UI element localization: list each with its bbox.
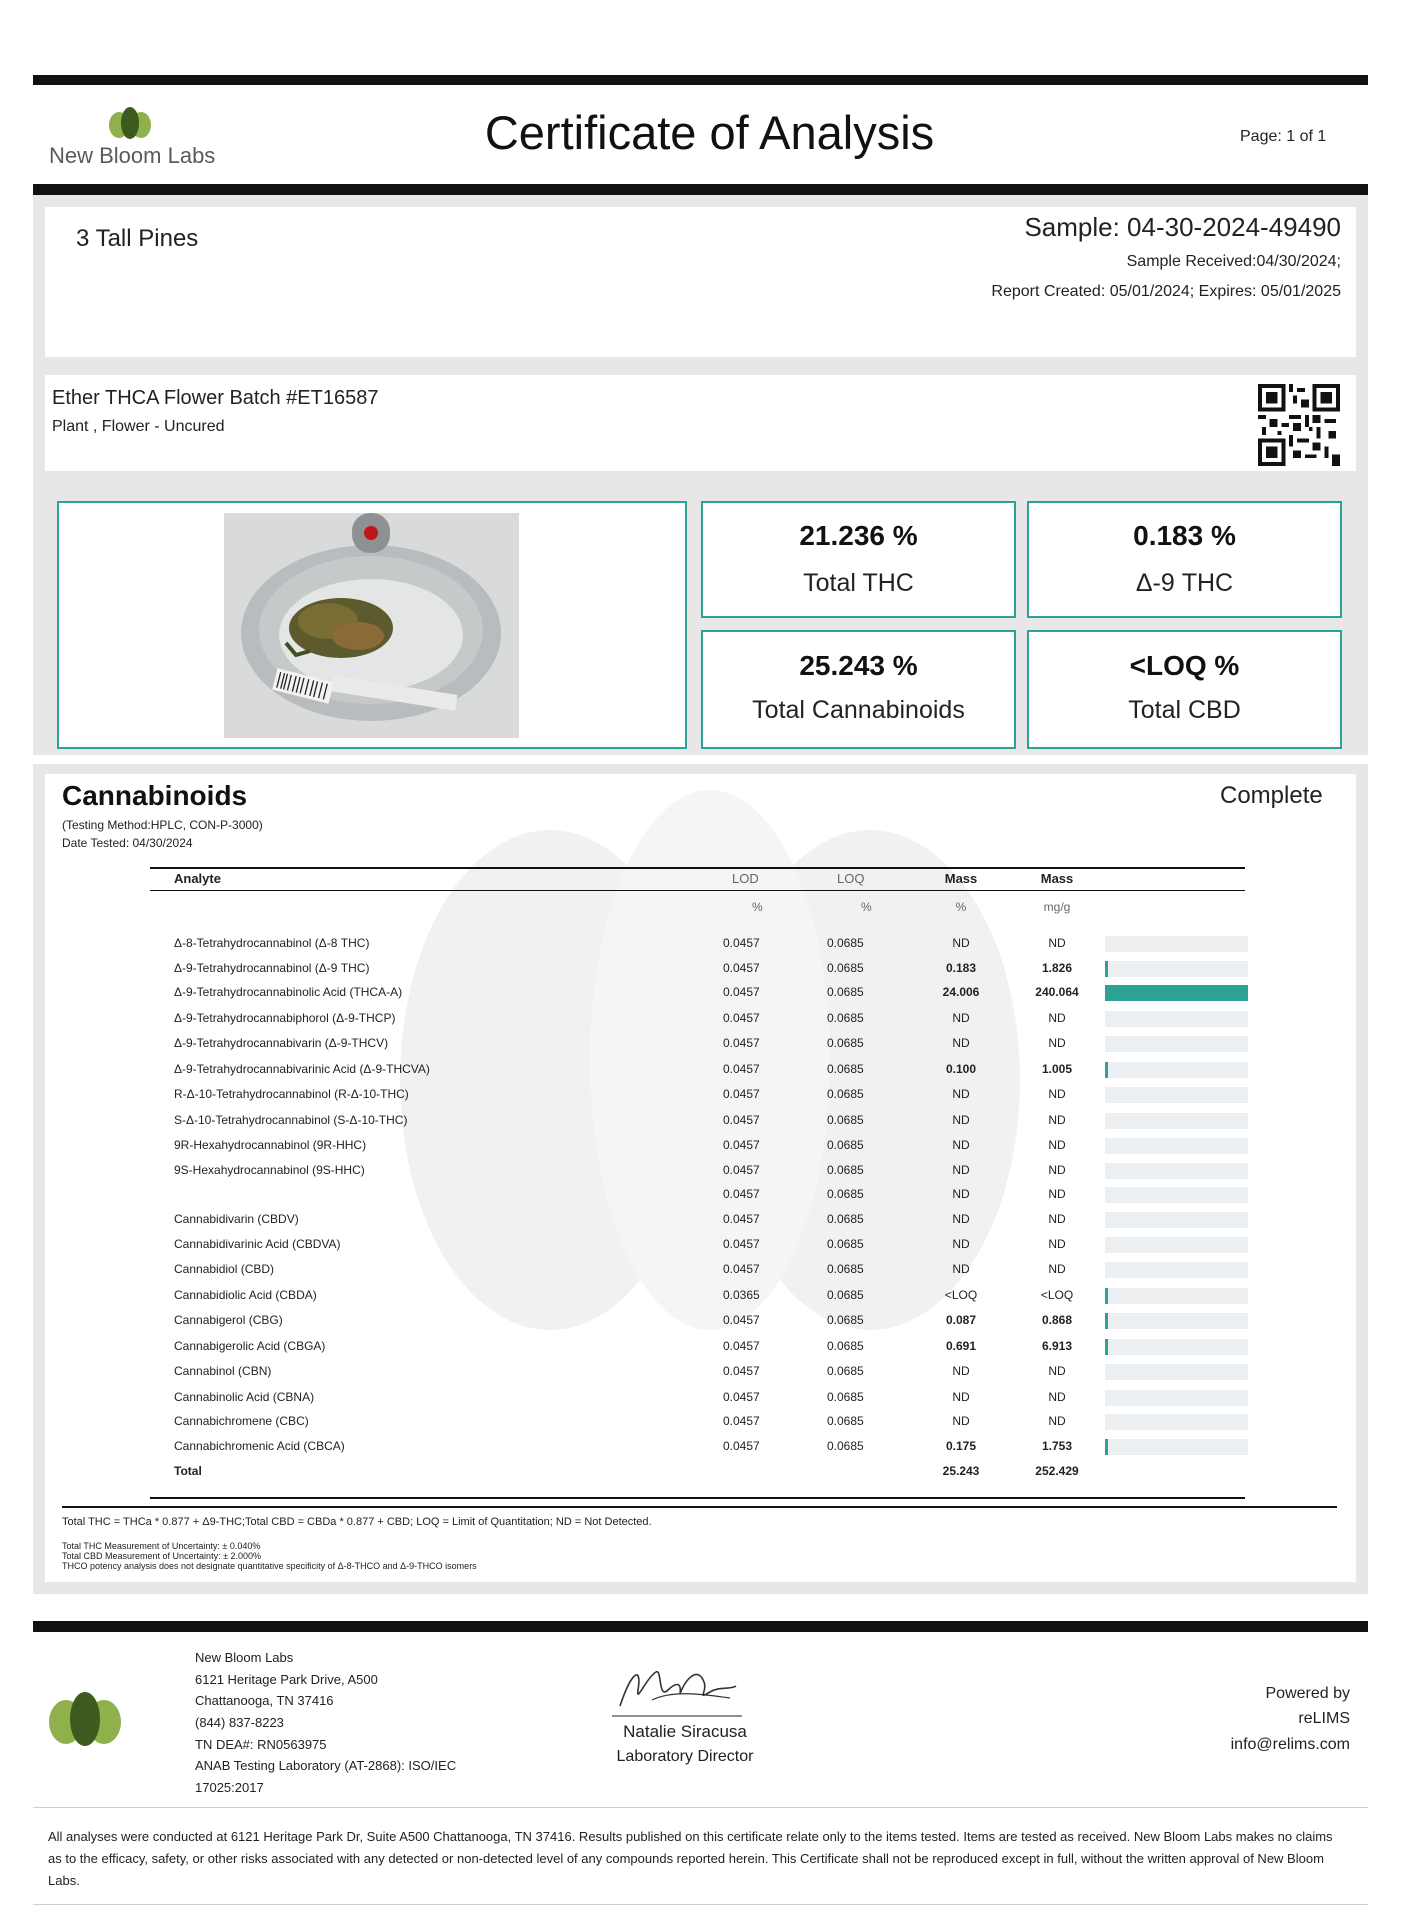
total-cannabinoids-value: 25.243 % — [799, 650, 918, 681]
table-row — [150, 1208, 1245, 1232]
footer-leaf-logo-icon — [46, 1690, 124, 1748]
analyte-name: Cannabichromenic Acid (CBCA) — [174, 1439, 345, 1453]
loq-value: 0.0685 — [827, 1439, 864, 1453]
section-status: Complete — [1220, 782, 1323, 809]
bar-track — [1105, 1163, 1248, 1179]
mass-mg-value: ND — [1048, 1138, 1066, 1152]
loq-value: 0.0685 — [827, 1062, 864, 1076]
unit-mass-pct: % — [955, 900, 967, 914]
mass-pct-value: 0.691 — [945, 1339, 977, 1353]
bar-track — [1105, 1212, 1248, 1228]
mass-pct-value: ND — [952, 1036, 970, 1050]
mass-pct-value: 24.006 — [942, 985, 980, 999]
disclaimer-bottom-rule — [33, 1904, 1368, 1905]
col-lod: LOD — [732, 871, 759, 886]
col-analyte: Analyte — [174, 871, 221, 886]
total-cannabinoids-label: Total Cannabinoids — [752, 696, 965, 724]
mass-pct-value: 0.175 — [945, 1439, 977, 1453]
analyte-name: Cannabichromene (CBC) — [174, 1414, 309, 1428]
lab-name-logo: New Bloom Labs — [49, 143, 216, 168]
mass-mg-value: 1.005 — [1041, 1062, 1073, 1076]
mass-pct-value: ND — [952, 1262, 970, 1276]
total-mg: 252.429 — [1035, 1464, 1079, 1478]
disclaimer: All analyses were conducted at 6121 Heritage Park Dr, Suite A500 Chattanooga, TN 37416. Results published on this certificate relate only to the items tested. Items are tested as received. New Bloom Labs makes no claims as to the efficacy, safety, or other risks associated with any detected or non-detected level of any compounds reported herein. This Certificate shall not be reproduced except in full, without the written approval of New Bloom Labs. — [48, 1829, 1333, 1888]
notes-rule — [62, 1506, 1337, 1508]
analyte-name: Δ-9-Tetrahydrocannabinol (Δ-9 THC) — [174, 961, 370, 975]
total-cbd-label: Total CBD — [1128, 696, 1241, 724]
bar-fill — [1105, 1339, 1108, 1355]
analyte-name: R-Δ-10-Tetrahydrocannabinol (R-Δ-10-THC) — [174, 1087, 409, 1101]
powered-by-brand: reLIMS — [1298, 1710, 1350, 1727]
lod-value: 0.0457 — [723, 1439, 760, 1453]
bar-fill — [1105, 985, 1248, 1001]
table-row — [150, 1134, 1245, 1158]
table-row — [150, 957, 1245, 981]
mass-mg-value: ND — [1048, 1113, 1066, 1127]
mass-pct-value: ND — [952, 1138, 970, 1152]
mass-pct-value: <LOQ — [944, 1288, 978, 1302]
table-row — [150, 1083, 1245, 1107]
col-mass-pct: Mass — [944, 871, 978, 886]
table-row — [150, 1058, 1245, 1082]
bar-track — [1105, 1062, 1248, 1078]
analyte-name: Cannabinolic Acid (CBNA) — [174, 1390, 315, 1404]
table-top-rule — [150, 867, 1245, 869]
col-mass-mg: Mass — [1040, 871, 1074, 886]
report-dates: Report Created: 05/01/2024; Expires: 05/01/2025 — [991, 283, 1341, 300]
lod-value: 0.0365 — [723, 1288, 760, 1302]
total-thc-label: Total THC — [803, 569, 914, 597]
bar-track — [1105, 1087, 1248, 1103]
loq-value: 0.0685 — [827, 1036, 864, 1050]
delta9-thc-box — [1027, 501, 1342, 618]
loq-value: 0.0685 — [827, 961, 864, 975]
lod-value: 0.0457 — [723, 1364, 760, 1378]
lod-value: 0.0457 — [723, 1062, 760, 1076]
loq-value: 0.0685 — [827, 1414, 864, 1428]
total-label: Total — [174, 1464, 202, 1478]
analyte-name: Δ-9-Tetrahydrocannabinolic Acid (THCA-A) — [174, 985, 403, 999]
powered-by-email[interactable]: info@relims.com — [1230, 1736, 1350, 1753]
uncertainty-notes — [62, 1541, 477, 1571]
mass-pct-value: ND — [952, 1113, 970, 1127]
total-cbd-value: <LOQ % — [1129, 650, 1240, 681]
section-title: Cannabinoids — [62, 780, 248, 811]
loq-value: 0.0685 — [827, 1163, 864, 1177]
thc-uncertainty: Total THC Measurement of Uncertainty: ± 0.040% — [62, 1541, 261, 1551]
mass-pct-value: ND — [952, 1212, 970, 1226]
mass-pct-value: ND — [952, 1414, 970, 1428]
mass-mg-value: ND — [1048, 1390, 1066, 1404]
sample-id: Sample: 04-30-2024-49490 — [1024, 212, 1341, 242]
loq-value: 0.0685 — [827, 1011, 864, 1025]
footer-iso: 17025:2017 — [195, 1780, 264, 1795]
analyte-name: Δ-9-Tetrahydrocannabivarin (Δ-9-THCV) — [174, 1036, 389, 1050]
powered-by-label: Powered by — [1265, 1685, 1350, 1702]
footer-dea: TN DEA#: RN0563975 — [195, 1737, 327, 1752]
unit-mass-mg: mg/g — [1043, 900, 1071, 914]
lod-value: 0.0457 — [723, 985, 760, 999]
sample-photo — [224, 513, 519, 738]
loq-value: 0.0685 — [827, 1262, 864, 1276]
mass-pct-value: ND — [952, 1390, 970, 1404]
table-row — [150, 1007, 1245, 1031]
analyte-name: Δ-9-Tetrahydrocannabivarinic Acid (Δ-9-THCVA) — [174, 1062, 430, 1076]
sample-received: Sample Received:04/30/2024; — [1126, 253, 1341, 270]
thco-note: THCO potency analysis does not designate quantitative specificity of Δ-8-THCO and Δ-9-THCO isomers — [62, 1561, 477, 1571]
mass-mg-value: ND — [1048, 1364, 1066, 1378]
bar-track — [1105, 1187, 1248, 1203]
header-rule — [150, 890, 1245, 891]
table-row — [150, 981, 1245, 1005]
lod-value: 0.0457 — [723, 1313, 760, 1327]
signature — [612, 1660, 742, 1718]
analyte-name: 9R-Hexahydrocannabinol (9R-HHC) — [174, 1138, 367, 1152]
lod-value: 0.0457 — [723, 936, 760, 950]
total-thc-value: 21.236 % — [799, 520, 918, 551]
bar-track — [1105, 1036, 1248, 1052]
lod-value: 0.0457 — [723, 1339, 760, 1353]
footer-lab-name: New Bloom Labs — [195, 1650, 294, 1665]
mass-pct-value: 0.087 — [945, 1313, 977, 1327]
bar-track — [1105, 1439, 1248, 1455]
loq-value: 0.0685 — [827, 936, 864, 950]
product-panel — [33, 365, 1368, 483]
mass-pct-value: ND — [952, 1087, 970, 1101]
bar-track — [1105, 1339, 1248, 1355]
table-row — [150, 1032, 1245, 1056]
bar-track — [1105, 936, 1248, 952]
bar-fill — [1105, 1313, 1108, 1329]
table-row — [150, 932, 1245, 956]
lod-value: 0.0457 — [723, 1113, 760, 1127]
loq-value: 0.0685 — [827, 985, 864, 999]
loq-value: 0.0685 — [827, 1288, 864, 1302]
table-row — [150, 1309, 1245, 1333]
table-row — [150, 1360, 1245, 1384]
page-title: Certificate of Analysis — [484, 106, 935, 159]
analyte-name: Cannabidiolic Acid (CBDA) — [174, 1288, 317, 1302]
analyte-name: Cannabidivarinic Acid (CBDVA) — [174, 1237, 341, 1251]
mass-mg-value: 6.913 — [1041, 1339, 1073, 1353]
footer-anab: ANAB Testing Laboratory (AT-2868): ISO/IEC — [195, 1758, 457, 1773]
mass-mg-value: 1.753 — [1041, 1439, 1073, 1453]
lod-value: 0.0457 — [723, 1036, 760, 1050]
table-row — [150, 1284, 1245, 1308]
analyte-name: Cannabinol (CBN) — [174, 1364, 272, 1378]
total-cannabinoids-box — [701, 630, 1016, 749]
bar-track — [1105, 1237, 1248, 1253]
mass-pct-value: ND — [952, 1237, 970, 1251]
mass-pct-value: 0.100 — [945, 1062, 977, 1076]
lod-value: 0.0457 — [723, 1414, 760, 1428]
mass-pct-value: ND — [952, 1364, 970, 1378]
bar-fill — [1105, 1439, 1108, 1455]
loq-value: 0.0685 — [827, 1339, 864, 1353]
mass-mg-value: ND — [1048, 1163, 1066, 1177]
mass-pct-value: 0.183 — [945, 961, 977, 975]
total-pct: 25.243 — [942, 1464, 980, 1478]
bar-track — [1105, 1313, 1248, 1329]
loq-value: 0.0685 — [827, 1113, 864, 1127]
unit-lod: % — [752, 900, 763, 914]
mass-mg-value: ND — [1048, 1036, 1066, 1050]
mass-pct-value: ND — [952, 1187, 970, 1201]
table-row — [150, 1183, 1245, 1207]
analyte-name: Cannabigerolic Acid (CBGA) — [174, 1339, 326, 1353]
lod-value: 0.0457 — [723, 1011, 760, 1025]
bar-fill — [1105, 1288, 1108, 1304]
loq-value: 0.0685 — [827, 1138, 864, 1152]
testing-method: (Testing Method:HPLC, CON-P-3000) — [62, 818, 263, 832]
total-row — [150, 1460, 1245, 1484]
bar-track — [1105, 1113, 1248, 1129]
client-name: 3 Tall Pines — [76, 225, 199, 252]
delta9-thc-value: 0.183 % — [1133, 520, 1236, 551]
mass-mg-value: ND — [1048, 1011, 1066, 1025]
mass-mg-value: 0.868 — [1041, 1313, 1073, 1327]
signer-title: Laboratory Director — [616, 1748, 754, 1765]
loq-value: 0.0685 — [827, 1087, 864, 1101]
analyte-name: 9S-Hexahydrocannabinol (9S-HHC) — [174, 1163, 365, 1177]
loq-value: 0.0685 — [827, 1187, 864, 1201]
mass-mg-value: ND — [1048, 1187, 1066, 1201]
lod-value: 0.0457 — [723, 1237, 760, 1251]
bar-track — [1105, 1262, 1248, 1278]
table-row — [150, 1435, 1245, 1459]
loq-value: 0.0685 — [827, 1212, 864, 1226]
table-row — [150, 1386, 1245, 1410]
analyte-name: Cannabidiol (CBD) — [174, 1262, 275, 1276]
analyte-name: Δ-8-Tetrahydrocannabinol (Δ-8 THC) — [174, 936, 370, 950]
bar-fill — [1105, 961, 1108, 977]
lod-value: 0.0457 — [723, 1187, 760, 1201]
qr-code-icon[interactable] — [1258, 384, 1340, 466]
mass-mg-value: ND — [1048, 1414, 1066, 1428]
mass-mg-value: ND — [1048, 1212, 1066, 1226]
lod-value: 0.0457 — [723, 1138, 760, 1152]
delta9-thc-label: Δ-9 THC — [1135, 569, 1234, 597]
analyte-name: S-Δ-10-Tetrahydrocannabinol (S-Δ-10-THC) — [174, 1113, 408, 1127]
bar-track — [1105, 961, 1248, 977]
mass-pct-value: ND — [952, 936, 970, 950]
lod-value: 0.0457 — [723, 1163, 760, 1177]
footer-phone: (844) 837-8223 — [195, 1715, 284, 1730]
disclaimer-top-rule — [33, 1807, 1368, 1808]
analyte-name: Cannabigerol (CBG) — [174, 1313, 283, 1327]
header-rule — [33, 184, 1368, 195]
analyte-name: Cannabidivarin (CBDV) — [174, 1212, 299, 1226]
loq-value: 0.0685 — [827, 1364, 864, 1378]
product-name: Ether THCA Flower Batch #ET16587 — [52, 387, 379, 409]
signer-name: Natalie Siracusa — [623, 1722, 747, 1741]
mass-mg-value: <LOQ — [1040, 1288, 1074, 1302]
lod-value: 0.0457 — [723, 1390, 760, 1404]
mass-mg-value: 240.064 — [1035, 985, 1079, 999]
lod-value: 0.0457 — [723, 1212, 760, 1226]
loq-value: 0.0685 — [827, 1237, 864, 1251]
table-row — [150, 1233, 1245, 1257]
loq-value: 0.0685 — [827, 1313, 864, 1327]
mass-pct-value: ND — [952, 1011, 970, 1025]
table-row — [150, 1335, 1245, 1359]
bar-track — [1105, 1288, 1248, 1304]
mass-mg-value: ND — [1048, 936, 1066, 950]
table-row — [150, 1159, 1245, 1183]
analyte-name: Δ-9-Tetrahydrocannabiphorol (Δ-9-THCP) — [174, 1011, 396, 1025]
date-tested: Date Tested: 04/30/2024 — [62, 836, 193, 850]
footer-city: Chattanooga, TN 37416 — [195, 1693, 334, 1708]
table-row — [150, 1410, 1245, 1434]
bar-track — [1105, 1414, 1248, 1430]
mass-mg-value: ND — [1048, 1262, 1066, 1276]
page-number: Page: 1 of 1 — [1240, 128, 1327, 145]
top-rule — [33, 75, 1368, 85]
lod-value: 0.0457 — [723, 961, 760, 975]
table-row — [150, 1258, 1245, 1282]
cbd-uncertainty: Total CBD Measurement of Uncertainty: ± 2.000% — [62, 1551, 262, 1561]
table-row — [150, 1109, 1245, 1133]
mass-mg-value: ND — [1048, 1087, 1066, 1101]
bar-track — [1105, 1364, 1248, 1380]
table-bottom-rule — [150, 1497, 1245, 1499]
col-loq: LOQ — [837, 871, 865, 886]
total-cbd-box — [1027, 630, 1342, 749]
loq-value: 0.0685 — [827, 1390, 864, 1404]
formula-note: Total THC = THCa * 0.877 + Δ9-THC;Total CBD = CBDa * 0.877 + CBD; LOQ = Limit of Quantitation; ND = Not Detected. — [62, 1516, 652, 1528]
lod-value: 0.0457 — [723, 1262, 760, 1276]
total-thc-box — [701, 501, 1016, 618]
mass-mg-value: ND — [1048, 1237, 1066, 1251]
mass-pct-value: ND — [952, 1163, 970, 1177]
footer-street: 6121 Heritage Park Drive, A500 — [195, 1672, 378, 1687]
bar-track — [1105, 1390, 1248, 1406]
unit-loq: % — [861, 900, 872, 914]
mass-mg-value: 1.826 — [1041, 961, 1073, 975]
bar-fill — [1105, 1062, 1108, 1078]
bar-track — [1105, 1138, 1248, 1154]
footer-rule — [33, 1621, 1368, 1632]
bar-track — [1105, 1011, 1248, 1027]
product-type: Plant , Flower - Uncured — [52, 418, 225, 435]
lod-value: 0.0457 — [723, 1087, 760, 1101]
